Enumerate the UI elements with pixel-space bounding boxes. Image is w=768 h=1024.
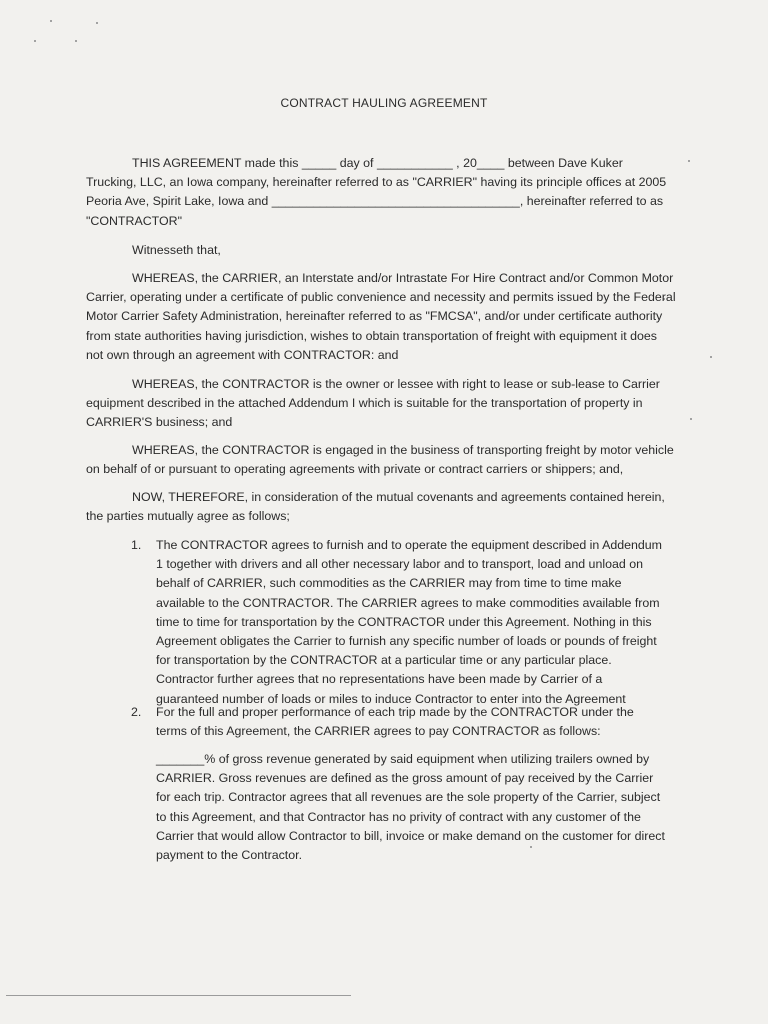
whereas-paragraph-2: WHEREAS, the CONTRACTOR is the owner or lessee with right to lease or sub-lease to Carrier equipment described in the attached Addendum I which is suitable for the transportation of property in CARRIER'S business; and	[86, 377, 660, 430]
whereas-paragraph-1: WHEREAS, the CARRIER, an Interstate and/or Intrastate For Hire Contract and/or Common Motor Carrier, operating under a certificate of public convenience and necessity and permits issued by the Federal Motor Carrier Safety Administration, hereinafter referred to as "FMCSA", and/or under certificate authority from state authorities having jurisdiction, wishes to obtain transportation of freight with equipment it does not own through an agreement with CONTRACTOR: and	[86, 271, 676, 362]
scan-speck	[75, 40, 77, 42]
page-bottom-rule	[6, 995, 351, 996]
list-item-2: For the full and proper performance of each trip made by the CONTRACTOR under the terms of this Agreement, the CARRIER agrees to pay CONTRACTOR as follows:	[156, 705, 634, 739]
now-therefore-paragraph: NOW, THEREFORE, in consideration of the mutual covenants and agreements contained herein, the parties mutually agree as follows;	[86, 490, 665, 524]
scan-speck	[688, 160, 690, 162]
scan-speck	[34, 40, 36, 42]
item-number: 1.	[131, 538, 142, 552]
scan-speck	[690, 418, 692, 420]
item-number: 2.	[131, 705, 142, 719]
scan-speck	[50, 20, 52, 22]
scan-speck	[710, 356, 712, 358]
list-item-1: The CONTRACTOR agrees to furnish and to operate the equipment described in Addendum 1 together with drivers and all other necessary labor and to transport, load and unload on behalf of CARRIER, such commodities as the CARRIER may from time to time make available to the CONTRACTOR. The CARRIER agrees to make commodities available from time to time for transportation by the CONTRACTOR under this Agreement. Nothing in this Agreement obligates the Carrier to furnish any specific number of loads or pounds of freight for transportation by the CONTRACTOR at a particular time or any particular place. Contractor further agrees that no representations have been made by Carrier of a guaranteed number of loads or miles to induce Contractor to enter into the Agreement	[156, 538, 663, 706]
scan-speck	[96, 22, 98, 24]
payment-terms-paragraph: _______% of gross revenue generated by said equipment when utilizing trailers owned by CARRIER. Gross revenues are defined as the gross amount of pay received by the Carrier for each trip. Contractor agrees that all revenues are the sole property of the Carrier, subject to this Agreement, and that Contractor has no privity of contract with any customer of the Carrier that would allow Contractor to bill, invoice or make demand on the customer for direct payment to the Contractor.	[156, 752, 665, 863]
document-title: CONTRACT HAULING AGREEMENT	[280, 96, 488, 110]
whereas-paragraph-3: WHEREAS, the CONTRACTOR is engaged in the business of transporting freight by motor vehicle on behalf of or pursuant to operating agreements with private or contract carriers or shippers; and,	[86, 443, 674, 477]
witnesseth-line: Witnesseth that,	[132, 243, 221, 257]
preamble-paragraph: THIS AGREEMENT made this _____ day of ___________ , 20____ between Dave Kuker Trucking, LLC, an Iowa company, hereinafter referred to as "CARRIER" having its principle offices at 2005 Peoria Ave, Spirit Lake, Iowa and ____________________________________, hereinafter referred to as "CONTRACTOR"	[86, 156, 667, 228]
